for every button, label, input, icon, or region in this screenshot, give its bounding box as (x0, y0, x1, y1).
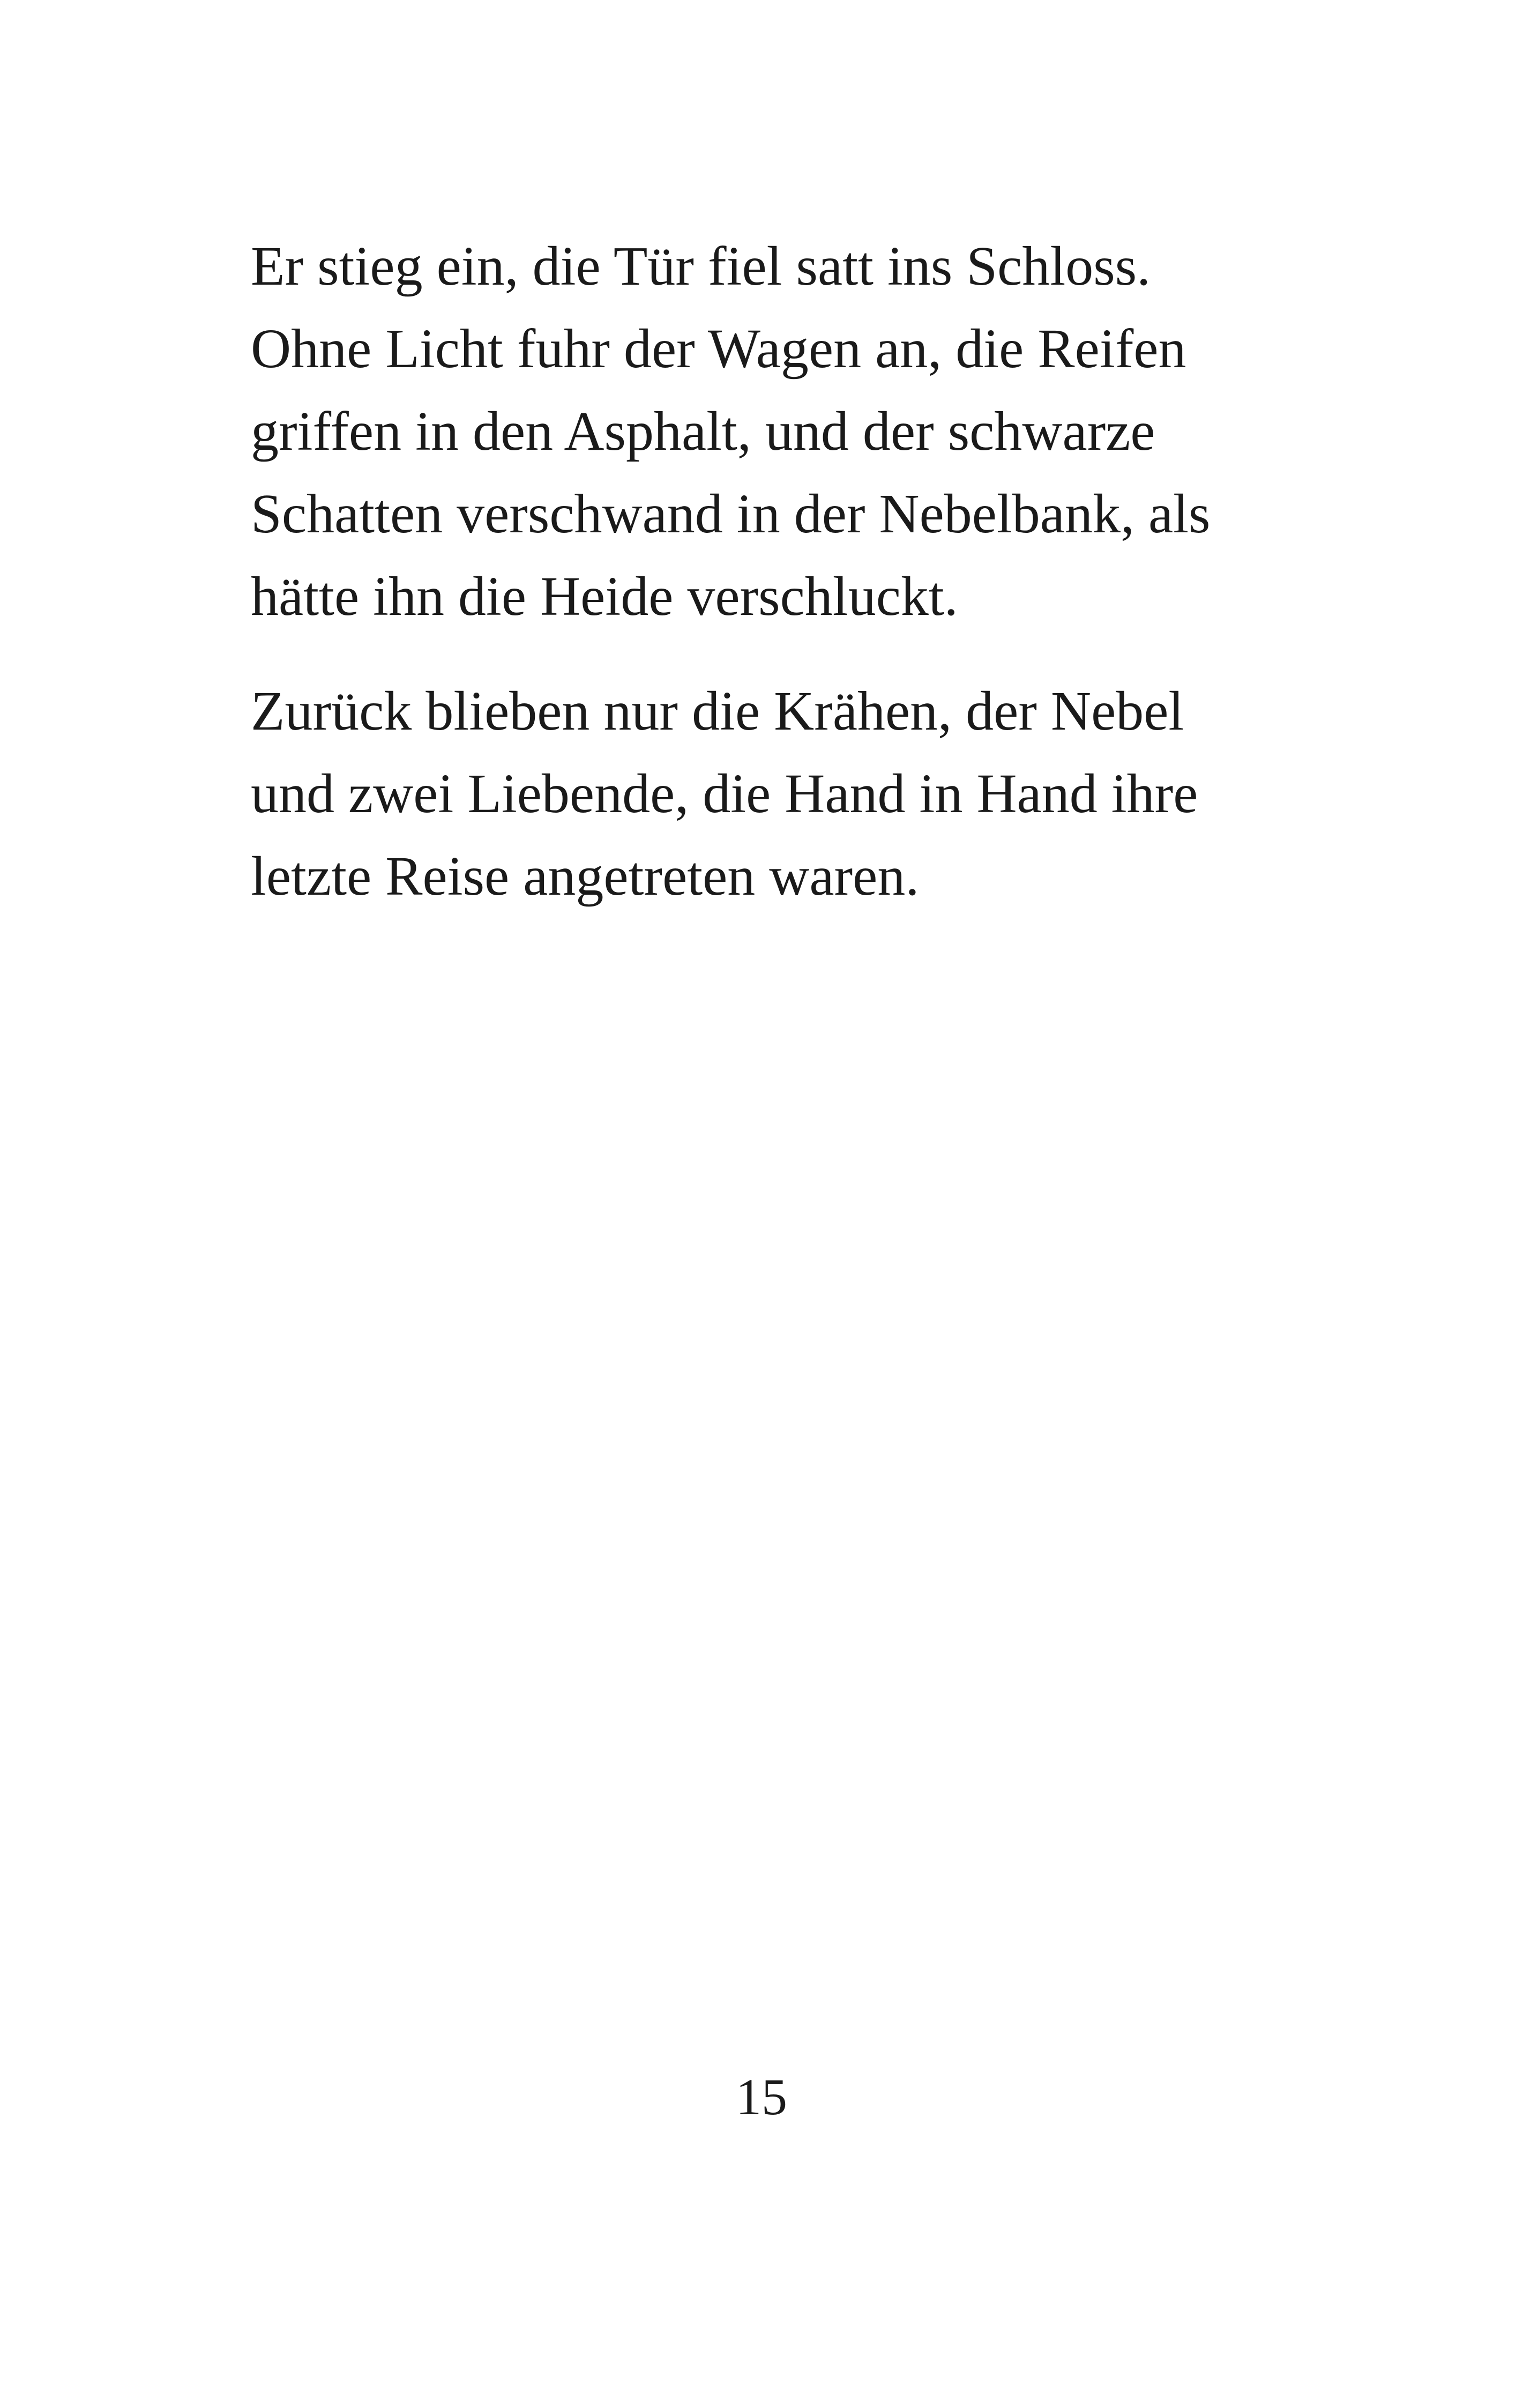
text-line: und zwei Liebende, die Hand in Hand ihre (251, 763, 1198, 824)
paragraph-2 (251, 670, 1317, 918)
text-line: griffen in den Asphalt, und der schwarze (251, 400, 1155, 462)
paragraph-1 (251, 225, 1317, 638)
text-line: Schatten verschwand in der Nebelbank, als (251, 483, 1211, 545)
text-line: hätte ihn die Heide verschluckt. (251, 566, 958, 627)
body-text (251, 225, 1317, 918)
text-line: Zurück blieben nur die Krähen, der Nebel (251, 680, 1184, 742)
page-number: 15 (736, 2068, 787, 2125)
text-line: Ohne Licht fuhr der Wagen an, die Reifen (251, 318, 1186, 380)
text-line: letzte Reise angetreten waren. (251, 845, 920, 907)
text-line: Er stieg ein, die Tür fiel satt ins Schloss. (251, 235, 1151, 297)
